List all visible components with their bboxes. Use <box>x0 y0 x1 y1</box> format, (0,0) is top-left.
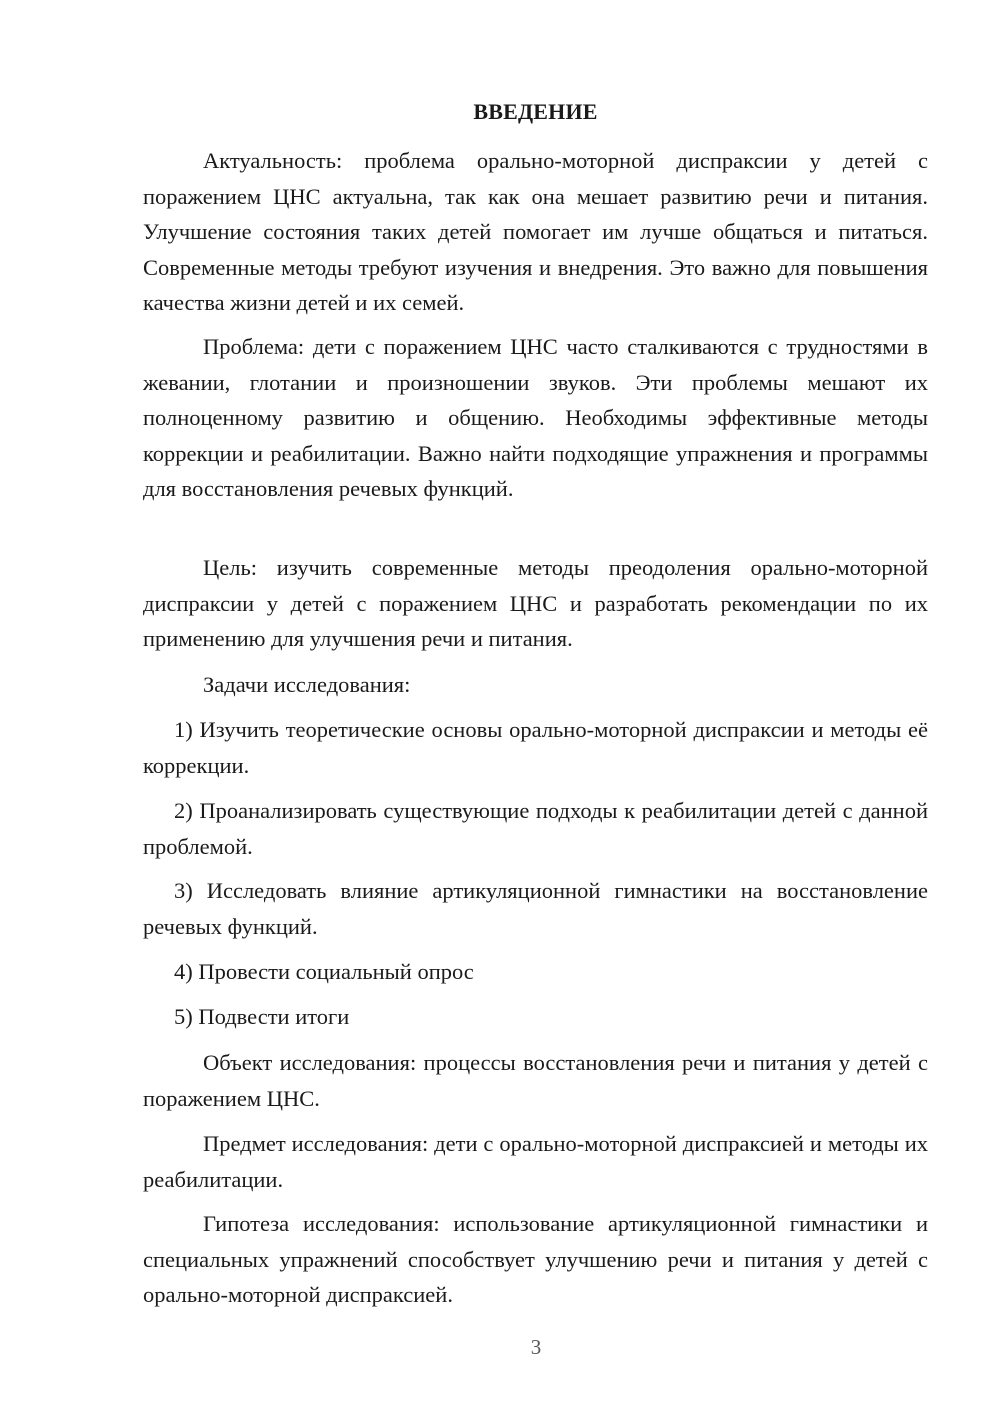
page-title: ВВЕДЕНИЕ <box>473 99 598 124</box>
task-item-2: 2) Проанализировать существующие подходы к реабилитации детей с данной проблемой. <box>143 798 928 859</box>
page-number: 3 <box>530 1335 542 1359</box>
paragraph-problem: Проблема: дети с поражением ЦНС часто сталкиваются с трудностями в жевании, глотании и произношении звуков. Эти проблемы мешают их полноценному развитию и общению. Необходимы эффективные методы коррекции и реабилитации. Важно найти подходящие упражнения и программы для восстановления речевых функций. <box>143 334 928 501</box>
tasks-heading: Задачи исследования: <box>203 672 411 697</box>
task-item-1: 1) Изучить теоретические основы орально-моторной диспраксии и методы её коррекции. <box>143 717 928 778</box>
task-item-4: 4) Провести социальный опрос <box>174 959 474 984</box>
task-item-3: 3) Исследовать влияние артикуляционной гимнастики на восстановление речевых функций. <box>143 878 928 939</box>
paragraph-goal: Цель: изучить современные методы преодоления орально-моторной диспраксии у детей с поражением ЦНС и разработать рекомендации по их применению для улучшения речи и питания. <box>143 555 928 651</box>
paragraph-relevance: Актуальность: проблема орально-моторной диспраксии у детей с поражением ЦНС актуальна, так как она мешает развитию речи и питания. Улучшение состояния таких детей помогает им лучше общаться и питаться. Современные методы требуют изучения и внедрения. Это важно для повышения качества жизни детей и их семей. <box>143 148 928 315</box>
paragraph-hypothesis: Гипотеза исследования: использование артикуляционной гимнастики и специальных упражнений способствует улучшению речи и питания у детей с орально-моторной диспраксией. <box>143 1211 928 1307</box>
paragraph-subject: Предмет исследования: дети с орально-моторной диспраксией и методы их реабилитации. <box>143 1131 928 1192</box>
task-item-5: 5) Подвести итоги <box>174 1004 350 1029</box>
paragraph-object: Объект исследования: процессы восстановления речи и питания у детей с поражением ЦНС. <box>143 1050 928 1111</box>
